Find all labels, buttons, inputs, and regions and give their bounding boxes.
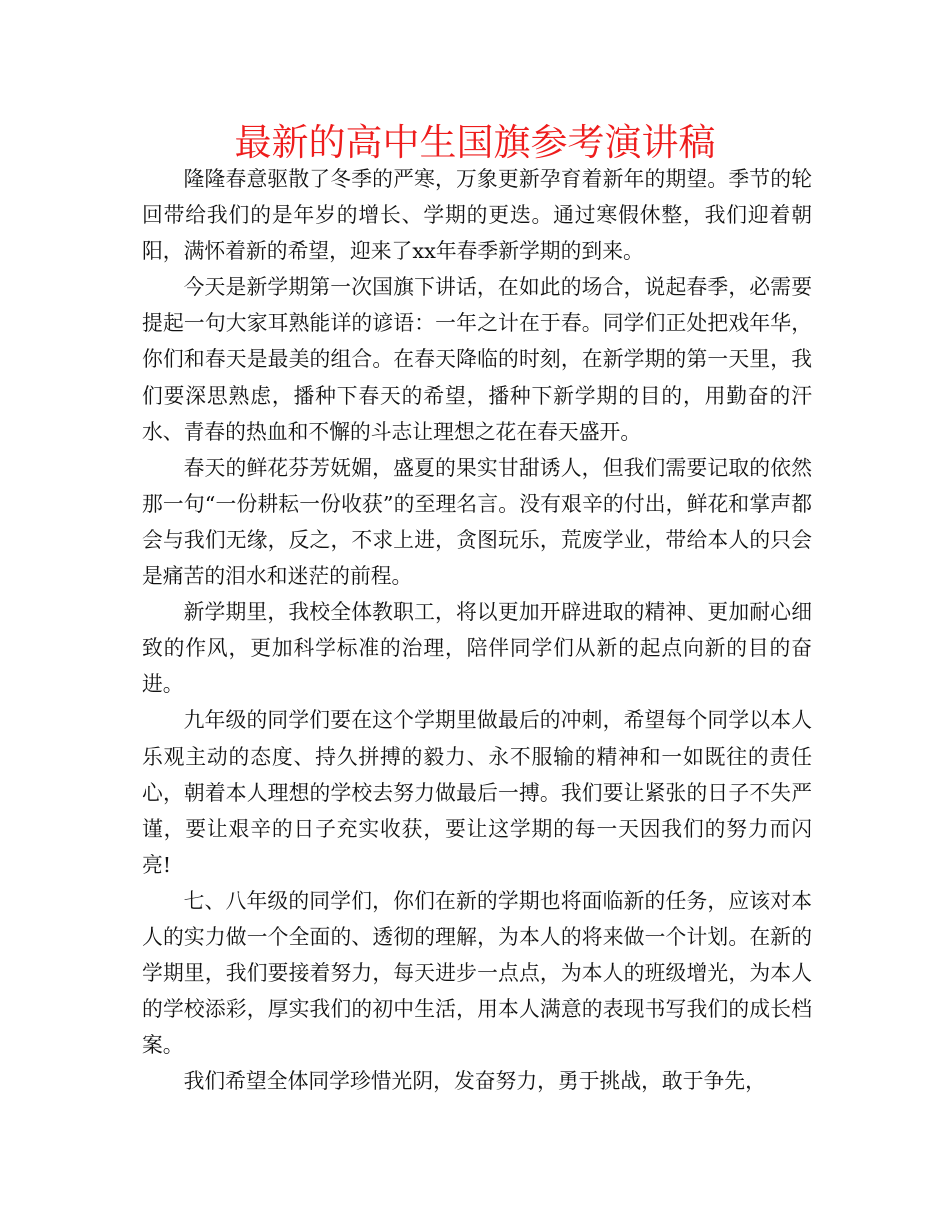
paragraph: 春天的鲜花芬芳妩媚，盛夏的果实甘甜诱人，但我们需要记取的依然那一句“一份耕耘一份收获”的至理名言。没有艰辛的付出，鲜花和掌声都会与我们无缘，反之，不求上进，贪图玩乐，荒废学业，带给本人的只会是痛苦的泪水和迷茫的前程。: [142, 455, 812, 589]
paragraph: 七、八年级的同学们，你们在新的学期也将面临新的任务，应该对本人的实力做一个全面的、透彻的理解，为本人的将来做一个计划。在新的学期里，我们要接着努力，每天进步一点点，为本人的班级增光，为本人的学校添彩，厚实我们的初中生活，用本人满意的表现书写我们的成长档案。: [142, 888, 812, 1058]
paragraph: 新学期里，我校全体教职工，将以更加开辟进取的精神、更加耐心细致的作风，更加科学标准的治理，陪伴同学们从新的起点向新的目的奋进。: [142, 600, 812, 697]
document-body: [142, 161, 812, 1099]
paragraph: 今天是新学期第一次国旗下讲话，在如此的场合，说起春季，必需要提起一句大家耳熟能详的谚语：一年之计在于春。同学们正处把戏年华，你们和春天是最美的组合。在春天降临的时刻，在新学期的第一天里，我们要深思熟虑，播种下春天的希望，播种下新学期的目的，用勤奋的汗水、青春的热血和不懈的斗志让理想之花在春天盛开。: [142, 275, 812, 444]
paragraph: 我们希望全体同学珍惜光阴，发奋努力，勇于挑战，敢于争先，: [183, 1069, 766, 1094]
paragraph: 隆隆春意驱散了冬季的严寒，万象更新孕育着新年的期望。季节的轮回带给我们的是年岁的增长、学期的更迭。通过寒假休整，我们迎着朝阳，满怀着新的希望，迎来了xx年春季新学期的到来。: [142, 167, 812, 264]
paragraph: 九年级的同学们要在这个学期里做最后的冲刺，希望每个同学以本人乐观主动的态度、持久拼搏的毅力、永不服输的精神和一如既往的责任心，朝着本人理想的学校去努力做最后一搏。我们要让紧张的日子不失严谨，要让艰辛的日子充实收获，要让这学期的每一天因我们的努力而闪亮!: [142, 708, 812, 877]
document-title: 最新的高中生国旗参考演讲稿: [234, 121, 716, 164]
